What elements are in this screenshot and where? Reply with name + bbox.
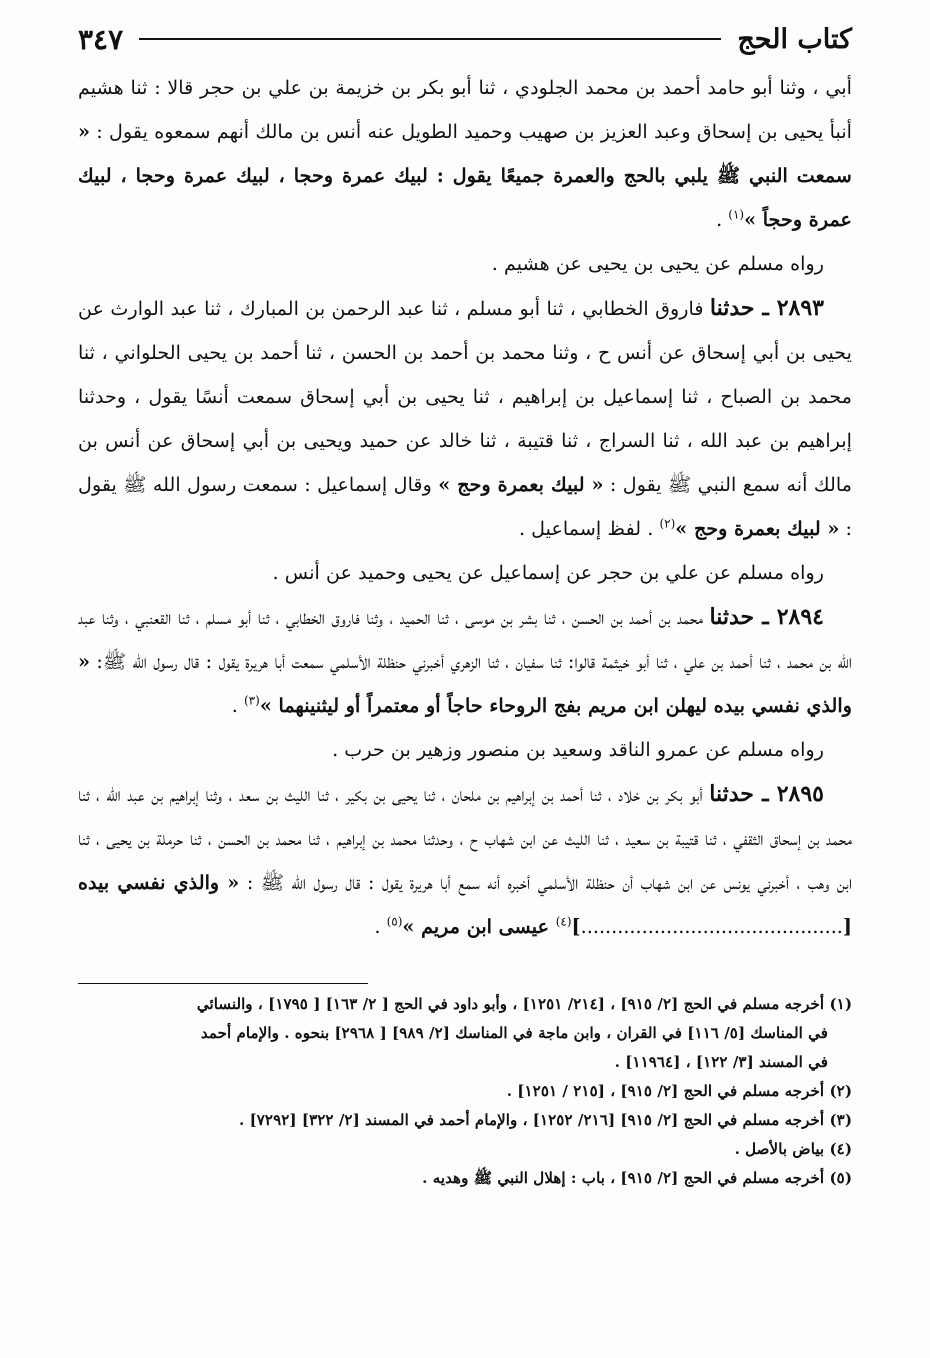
footnote-ref-5: (٥) [386, 914, 403, 929]
footnote-2: (٢) أخرجه مسلم في الحج [٢/ ٩١٥] ، [٢١٥ / ١٢٥١] . [506, 1082, 852, 1100]
hadith-continuation [78, 66, 852, 242]
isnad-text: . لفظ إسماعيل . [518, 517, 660, 540]
isnad-text: محمد بن أحمد بن الحسن ، ثنا بشر بن موسى ، ثنا الحميد ، وثنا فاروق الخطابي ، ثنا أبو مسلم ، ثنا القعنبي ، وثنا عبد الله بن محمد ، ثنا أحمد بن علي ، ثنا أبو خيثمة قالوا: ثنا سفيان ، ثنا الزهري أخبرني حنظلة الأسلمي سمعت أبا هريرة يقول : قال رسول الله ﷺ: [78, 606, 852, 673]
footnote-3: (٣) أخرجه مسلم في الحج [٢/ ٩١٥] [٢١٦/ ١٢٥٢] ، والإمام أحمد في المسند [٢/ ٣٢٢] [٧٢٩٢] . [239, 1111, 852, 1129]
footnote-ref-4: (٤) [555, 914, 572, 929]
footnote-separator [78, 983, 368, 984]
sentence-end: . [231, 694, 244, 717]
hadith-quote: « والذي نفسي بيده [ [78, 871, 852, 938]
footnote-ref-2: (٢) [659, 516, 676, 531]
sentence-end: . [374, 915, 387, 938]
header-rule [139, 38, 721, 40]
page-number: ٣٤٧ [78, 22, 124, 56]
riwaya-note: رواه مسلم عن عمرو الناقد وسعيد بن منصور وزهير بن حرب . [332, 738, 824, 761]
hadith-quote: « سمعت النبي ﷺ يلبي بالحج والعمرة جميعًا يقول : لبيك عمرة وحجا ، لبيك عمرة وحجا ، لبيك عمرة وحجاً » [78, 120, 852, 231]
hadith-quote: « والذي نفسي بيده ليهلن ابن مريم بفج الروحاء حاجاً أو معتمراً أو ليثنينهما » [78, 650, 852, 717]
main-text [78, 66, 852, 949]
footnote-5: (٥) أخرجه مسلم في الحج [٢/ ٩١٥] ، باب : إهلال النبي ﷺ وهديه . [422, 1169, 852, 1187]
isnad-text: فاروق الخطابي ، ثنا أبو مسلم ، ثنا عبد الرحمن بن المبارك ، ثنا عبد الوارث عن يحيى بن أبي إسحاق عن أنس ح ، وثنا محمد بن أحمد بن الحسن ، ثنا أحمد بن يحيى الحلواني ، ثنا محمد بن الصباح ، ثنا إسماعيل بن إبراهيم ، ثنا يحيى بن أبي إسحاق سمعت أنسًا يقول ، وحدثنا إبراهيم بن عبد الله ، ثنا السراج ، ثنا قتيبة ، ثنا خالد عن حميد ويحيى بن أبي إسحاق عن أنس بن مالك أنه سمع النبي ﷺ يقول : [78, 297, 852, 496]
isnad-text: أبو بكر بن خلاد ، ثنا أحمد بن إبراهيم بن ملحان ، ثنا يحيى بن بكير ، ثنا الليث بن سعد ، وثنا إبراهيم بن عبد الله ، ثنا محمد بن إسحاق الثقفي ، ثنا قتيبة بن سعيد ، ثنا الليث عن ابن شهاب ح ، وحدثنا محمد بن إبراهيم ، ثنا محمد بن الحسن ، ثنا حرملة بن يحيى ، ثنا ابن وهب ، أخبرني يونس عن ابن شهاب أن حنظلة الأسلمي أخبره أنه سمع أبا هريرة يقول : قال رسول الله ﷺ : [78, 783, 853, 894]
riwaya-note: رواه مسلم عن يحيى بن يحيى عن هشيم . [491, 252, 824, 275]
book-title: كتاب الحج [737, 23, 852, 55]
footnote-4: (٤) بياض بالأصل . [734, 1140, 852, 1158]
sentence-end: . [716, 208, 729, 231]
riwaya-note: رواه مسلم عن علي بن حجر عن إسماعيل عن يحيى وحميد عن أنس . [272, 561, 824, 584]
isnad-text: أبي ، وثنا أبو حامد أحمد بن محمد الجلودي ، ثنا أبو بكر بن خزيمة بن علي بن حجر قالا : ثنا هشيم أنبأ يحيى بن إسحاق وعبد العزيز بن صهيب وحميد الطويل عنه أنس بن مالك أنهم سمعوه يقول : [78, 76, 852, 143]
lacuna-dots: ........................................... [580, 915, 843, 938]
footnote-ref-3: (٣) [243, 693, 260, 708]
hadith-2894 [78, 595, 852, 728]
footnotes [78, 990, 852, 1193]
hadith-number: ٢٨٩٤ ـ حدثنا [709, 604, 824, 630]
hadith-number: ٢٨٩٣ ـ حدثنا [709, 295, 824, 321]
footnote-1-cont: في المسند [٣/ ١٢٢] ، [١١٩٦٤] . [614, 1053, 828, 1071]
hadith-number: ٢٨٩٥ ـ حدثنا [709, 781, 824, 807]
footnote-1-cont: في المناسك [٥/ ١١٦] في القران ، وابن ماجة في المناسك [٢/ ٩٨٩] [ ٢٩٦٨] بنحوه . والإمام أحمد [200, 1024, 828, 1042]
bracket-close: ] [571, 915, 581, 938]
page-header [78, 18, 852, 60]
hadith-quote: عيسى ابن مريم » [402, 915, 556, 938]
footnote-ref-1: (١) [728, 207, 745, 222]
isnad-text: وقال إسماعيل : سمعت رسول الله ﷺ يقول : [78, 473, 852, 540]
hadith-2893 [78, 286, 852, 551]
hadith-2895 [78, 772, 852, 949]
hadith-quote: « لبيك بعمرة وحج » [675, 517, 840, 540]
hadith-quote: « لبيك بعمرة وحج » [438, 473, 604, 496]
footnote-1: (١) أخرجه مسلم في الحج [٢/ ٩١٥] ، [٢١٤/ ١٢٥١] ، وأبو داود في الحج [ ٢/ ١٦٣] [ ١٧٩٥] ، والنسائي [196, 995, 852, 1013]
